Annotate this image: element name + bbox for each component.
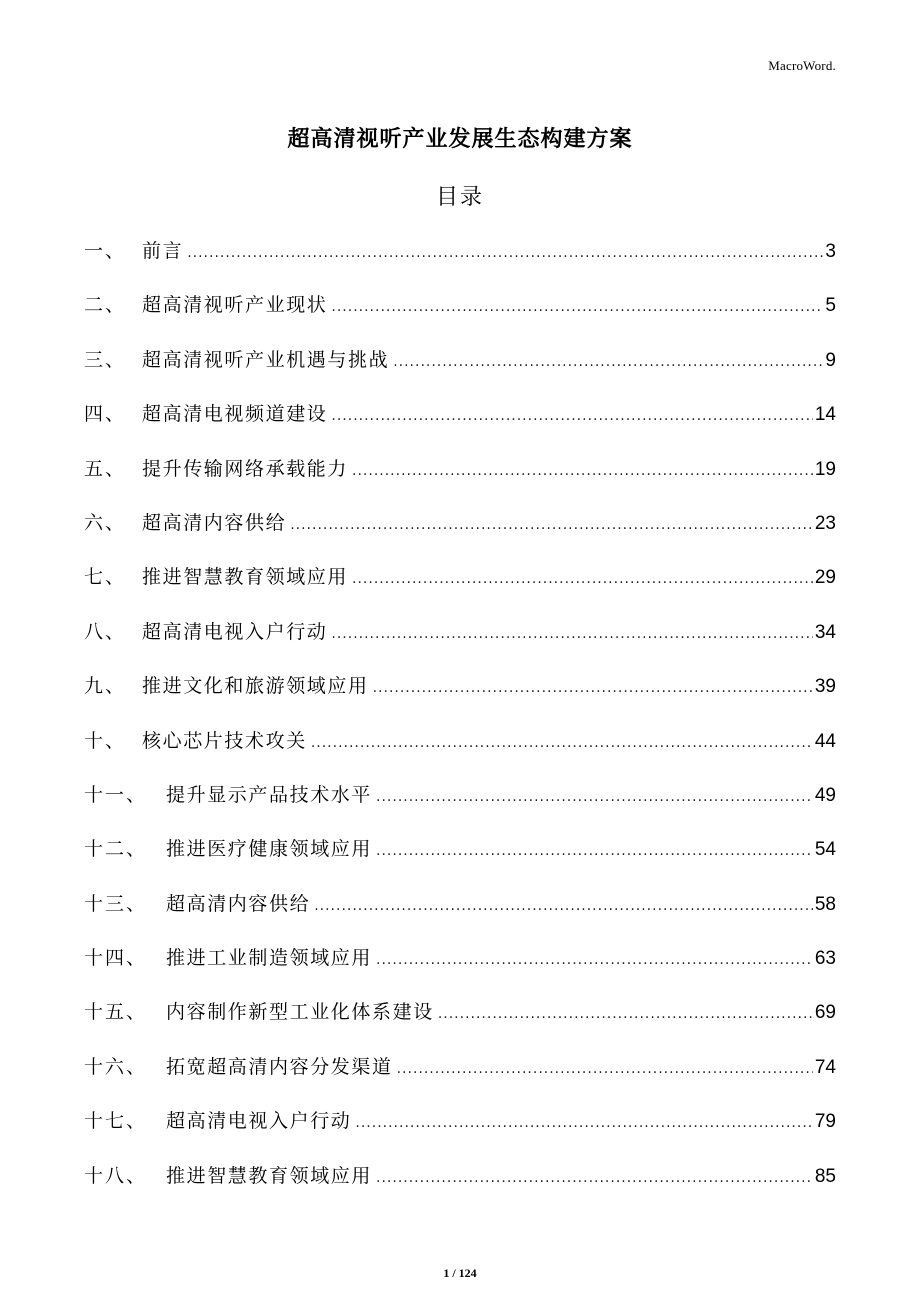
toc-dot-leader	[393, 339, 823, 385]
toc-dot-leader	[376, 1155, 813, 1201]
toc-entry-label[interactable]: 超高清视听产业现状	[142, 294, 328, 317]
toc-entry-page[interactable]: 44	[814, 730, 836, 752]
toc-entry-page[interactable]: 34	[814, 621, 836, 643]
toc-entry-page[interactable]: 85	[814, 1165, 836, 1187]
toc-entry-page[interactable]: 23	[814, 512, 836, 534]
table-of-contents	[84, 228, 836, 1207]
toc-entry[interactable]	[84, 718, 836, 772]
toc-entry-number: 六、	[84, 511, 127, 534]
toc-entry-label[interactable]: 超高清内容供给	[166, 892, 311, 915]
toc-dot-leader	[438, 991, 813, 1037]
toc-dot-leader	[373, 665, 813, 711]
toc-entry-page[interactable]: 79	[814, 1111, 836, 1133]
toc-dot-leader	[331, 393, 812, 439]
toc-dot-leader	[352, 448, 813, 494]
toc-heading: 目录	[435, 185, 484, 210]
toc-entry-number: 九、	[84, 675, 127, 698]
toc-entry-label[interactable]: 拓宽超高清内容分发渠道	[166, 1055, 393, 1078]
toc-entry-page[interactable]: 14	[814, 404, 836, 426]
toc-entry[interactable]	[84, 446, 836, 500]
toc-dot-leader	[290, 502, 813, 548]
toc-entry-label[interactable]: 内容制作新型工业化体系建设	[166, 1001, 434, 1024]
toc-entry-page[interactable]: 39	[814, 676, 836, 698]
toc-entry[interactable]	[84, 554, 836, 608]
toc-entry-label[interactable]: 提升传输网络承载能力	[142, 457, 349, 480]
toc-entry-number: 三、	[84, 348, 127, 371]
toc-entry-number: 四、	[84, 403, 127, 426]
toc-entry-number: 五、	[84, 457, 127, 480]
toc-dot-leader	[355, 1100, 812, 1146]
toc-entry-number: 一、	[84, 240, 127, 262]
toc-entry-number: 十三、	[84, 892, 148, 915]
toc-entry-label[interactable]: 推进工业制造领域应用	[166, 947, 373, 970]
toc-entry[interactable]	[84, 228, 836, 282]
toc-entry[interactable]	[84, 881, 836, 935]
toc-dot-leader	[376, 828, 813, 874]
toc-entry-number: 七、	[84, 566, 127, 589]
header-watermark: MacroWord.	[768, 58, 836, 73]
toc-entry[interactable]	[84, 1044, 836, 1098]
toc-dot-leader	[314, 883, 813, 929]
toc-entry-page[interactable]: 9	[825, 349, 836, 371]
toc-entry-label[interactable]: 核心芯片技术攻关	[142, 729, 307, 752]
page-indicator: 1 / 124	[443, 1266, 477, 1280]
toc-entry-number: 八、	[84, 620, 127, 643]
toc-dot-leader	[331, 611, 812, 657]
toc-entry-number: 十、	[84, 729, 127, 752]
toc-dot-leader	[187, 230, 823, 276]
toc-dot-leader	[397, 1046, 813, 1092]
toc-entry[interactable]	[84, 391, 836, 445]
toc-entry-page[interactable]: 5	[825, 295, 836, 317]
toc-entry-number: 十五、	[84, 1001, 148, 1024]
toc-entry-page[interactable]: 3	[825, 241, 836, 262]
toc-entry-number: 十八、	[84, 1164, 148, 1187]
toc-entry-number: 十七、	[84, 1110, 148, 1133]
toc-entry-number: 十二、	[84, 838, 148, 861]
document-title: 超高清视听产业发展生态构建方案	[287, 127, 633, 152]
toc-entry-page[interactable]: 29	[814, 567, 836, 589]
toc-entry[interactable]	[84, 826, 836, 880]
toc-entry[interactable]	[84, 772, 836, 826]
toc-dot-leader	[352, 556, 813, 602]
toc-dot-leader	[311, 720, 813, 766]
toc-dot-leader	[331, 284, 823, 330]
toc-entry-page[interactable]: 54	[814, 839, 836, 861]
toc-entry-label[interactable]: 超高清电视频道建设	[142, 403, 328, 426]
toc-entry[interactable]	[84, 1153, 836, 1207]
toc-entry-label[interactable]: 推进智慧教育领域应用	[166, 1164, 373, 1187]
toc-entry-page[interactable]: 63	[814, 948, 836, 970]
toc-entry[interactable]	[84, 500, 836, 554]
toc-entry-label[interactable]: 推进医疗健康领域应用	[166, 838, 373, 861]
toc-entry-label[interactable]: 推进智慧教育领域应用	[142, 566, 349, 589]
toc-entry-label[interactable]: 前言	[142, 240, 184, 262]
toc-entry[interactable]	[84, 1098, 836, 1152]
toc-dot-leader	[376, 937, 813, 983]
toc-entry-page[interactable]: 49	[814, 784, 836, 806]
toc-entry-label[interactable]: 超高清视听产业机遇与挑战	[142, 348, 390, 371]
toc-entry-label[interactable]: 超高清电视入户行动	[166, 1110, 352, 1133]
toc-entry-page[interactable]: 58	[814, 893, 836, 915]
toc-entry-page[interactable]: 19	[814, 458, 836, 480]
toc-dot-leader	[376, 774, 813, 820]
toc-entry-number: 二、	[84, 294, 127, 317]
toc-entry-page[interactable]: 74	[814, 1056, 836, 1078]
toc-entry[interactable]	[84, 282, 836, 336]
toc-entry-label[interactable]: 超高清内容供给	[142, 511, 287, 534]
toc-entry-number: 十一、	[84, 783, 148, 806]
toc-entry-number: 十六、	[84, 1055, 148, 1078]
toc-entry[interactable]	[84, 609, 836, 663]
toc-entry-label[interactable]: 推进文化和旅游领域应用	[142, 675, 369, 698]
toc-entry-page[interactable]: 69	[814, 1002, 836, 1024]
toc-entry[interactable]	[84, 935, 836, 989]
toc-entry-label[interactable]: 提升显示产品技术水平	[166, 783, 373, 806]
toc-entry[interactable]	[84, 663, 836, 717]
toc-entry[interactable]	[84, 989, 836, 1043]
toc-entry-number: 十四、	[84, 947, 148, 970]
toc-entry-label[interactable]: 超高清电视入户行动	[142, 620, 328, 643]
toc-entry[interactable]	[84, 337, 836, 391]
